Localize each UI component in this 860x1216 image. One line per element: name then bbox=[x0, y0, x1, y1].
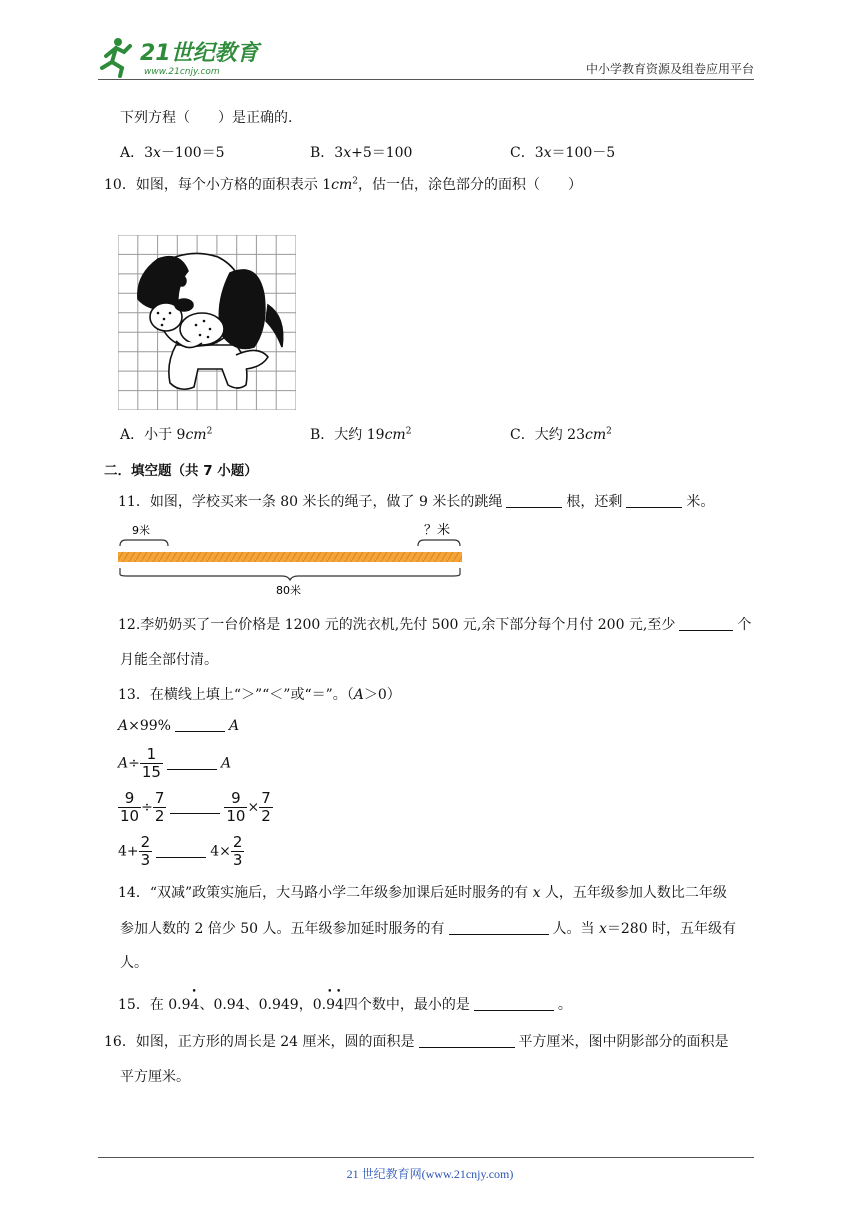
frac-1-15: $\frac{1}{15}$ bbox=[141, 745, 161, 781]
frac-2-3-a: $\frac{2}{3}$ bbox=[140, 833, 151, 869]
repeating-digit-2: • 9 bbox=[326, 997, 335, 1013]
repeating-digit-3: • 4 bbox=[335, 997, 344, 1013]
rope-diagram bbox=[112, 520, 472, 600]
q10-option-a: A．小于 $9cm^2$ bbox=[120, 426, 213, 443]
q10-option-b: B．大约 $19cm^2$ bbox=[310, 426, 412, 443]
q9-option-c: C．3x＝100－5 bbox=[510, 145, 616, 161]
logo-text: 21世纪教育 bbox=[140, 41, 259, 66]
footer-divider bbox=[98, 1157, 754, 1158]
q10-text: 10．如图，每个小方格的面积表示 $1cm^2$，估一估，涂色部分的面积（ ） bbox=[104, 176, 583, 193]
q11-text-1: 11．如图，学校买来一条 80 米长的绳子，做了 9 米长的跳绳 bbox=[118, 494, 503, 510]
q16-line-2: 平方厘米。 bbox=[120, 1069, 190, 1085]
site-logo bbox=[96, 34, 296, 78]
label-q-m: ？米 bbox=[424, 523, 451, 538]
q11-blank-1[interactable] bbox=[506, 493, 562, 508]
label-80m: 80米 bbox=[276, 584, 301, 597]
q10-option-c: C．大约 $23cm^2$ bbox=[510, 426, 612, 443]
q13-row-1: A×99% A bbox=[118, 718, 240, 734]
q9-text: 下列方程（ ）是正确的. bbox=[120, 110, 293, 126]
q12-line-2: 月能全部付清。 bbox=[120, 652, 218, 668]
section-title: 二．填空题（共 7 小题） bbox=[104, 463, 258, 479]
platform-label: 中小学教育资源及组卷应用平台 bbox=[585, 62, 754, 76]
footer-link[interactable]: 21 世纪教育网(www.21cnjy.com) bbox=[346, 1167, 514, 1181]
q13-blank-2[interactable] bbox=[167, 755, 217, 770]
runner-icon bbox=[102, 38, 130, 76]
q12-text-1: 12.李奶奶买了一台价格是 1200 元的洗衣机,先付 500 元,余下部分每个月付 200 元,至少 bbox=[118, 617, 676, 633]
q16-line-1: 16．如图，正方形的周长是 24 厘米，圆的面积是 平方厘米，图中阴影部分的面积是 bbox=[104, 1034, 729, 1050]
q15-text: 15．在 0.9• 4、0.94、0.949，0.• 9• 4四个数中，最小的是 。 bbox=[118, 994, 572, 1014]
dog-grid-figure bbox=[118, 235, 296, 410]
q13-text: 13．在横线上填上“＞”“＜”或“＝”。（A＞0） bbox=[118, 687, 401, 703]
q15-blank[interactable] bbox=[474, 996, 554, 1011]
q14-line-3: 人。 bbox=[120, 955, 148, 971]
q13-blank-4[interactable] bbox=[156, 843, 206, 858]
q13-row-3: $\frac{9}{10}$ ÷ $\frac{7}{2}$ $\frac{9}{10}$ × $\frac{7}{2}$ bbox=[120, 789, 271, 825]
q12-text-2: 个 bbox=[737, 617, 752, 633]
logo-url: www.21cnjy.com bbox=[144, 67, 220, 77]
repeating-digit-1: • 4 bbox=[191, 997, 200, 1013]
frac-7-2-b: $\frac{7}{2}$ bbox=[261, 789, 271, 825]
q11-text-3: 米。 bbox=[686, 494, 715, 510]
q13-blank-1[interactable] bbox=[175, 717, 225, 732]
q13-row-2: A÷ $\frac{1}{15}$ A bbox=[118, 745, 232, 781]
q11-blank-2[interactable] bbox=[626, 493, 682, 508]
q14-blank[interactable] bbox=[449, 920, 549, 935]
q13-blank-3[interactable] bbox=[170, 799, 220, 814]
q9-option-a: A．3x－100＝5 bbox=[120, 145, 225, 161]
q14-line-1: 14．“双减”政策实施后，大马路小学二年级参加课后延时服务的有 x 人，五年级参加人数比二年级 bbox=[118, 885, 727, 901]
frac-2-3-b: $\frac{2}{3}$ bbox=[232, 833, 243, 869]
q11-text bbox=[118, 491, 714, 511]
frac-9-10-b: $\frac{9}{10}$ bbox=[226, 789, 246, 825]
frac-9-10-a: $\frac{9}{10}$ bbox=[120, 789, 140, 825]
q16-blank[interactable] bbox=[419, 1033, 515, 1048]
rope-bar bbox=[118, 552, 462, 562]
q12-blank[interactable] bbox=[679, 616, 733, 631]
q11-text-2: 根，还剩 bbox=[566, 494, 623, 510]
q12-line-1 bbox=[118, 614, 751, 634]
label-9m: 9米 bbox=[132, 524, 150, 537]
header-divider bbox=[98, 79, 754, 80]
q9-option-b: B．3x+5＝100 bbox=[310, 145, 413, 161]
q13-row-4: 4+ $\frac{2}{3}$ 4× $\frac{2}{3}$ bbox=[118, 833, 243, 869]
frac-7-2-a: $\frac{7}{2}$ bbox=[154, 789, 165, 825]
q14-line-2: 参加人数的 2 倍少 50 人。五年级参加延时服务的有 人。当 x＝280 时，五年级有 bbox=[120, 921, 737, 937]
